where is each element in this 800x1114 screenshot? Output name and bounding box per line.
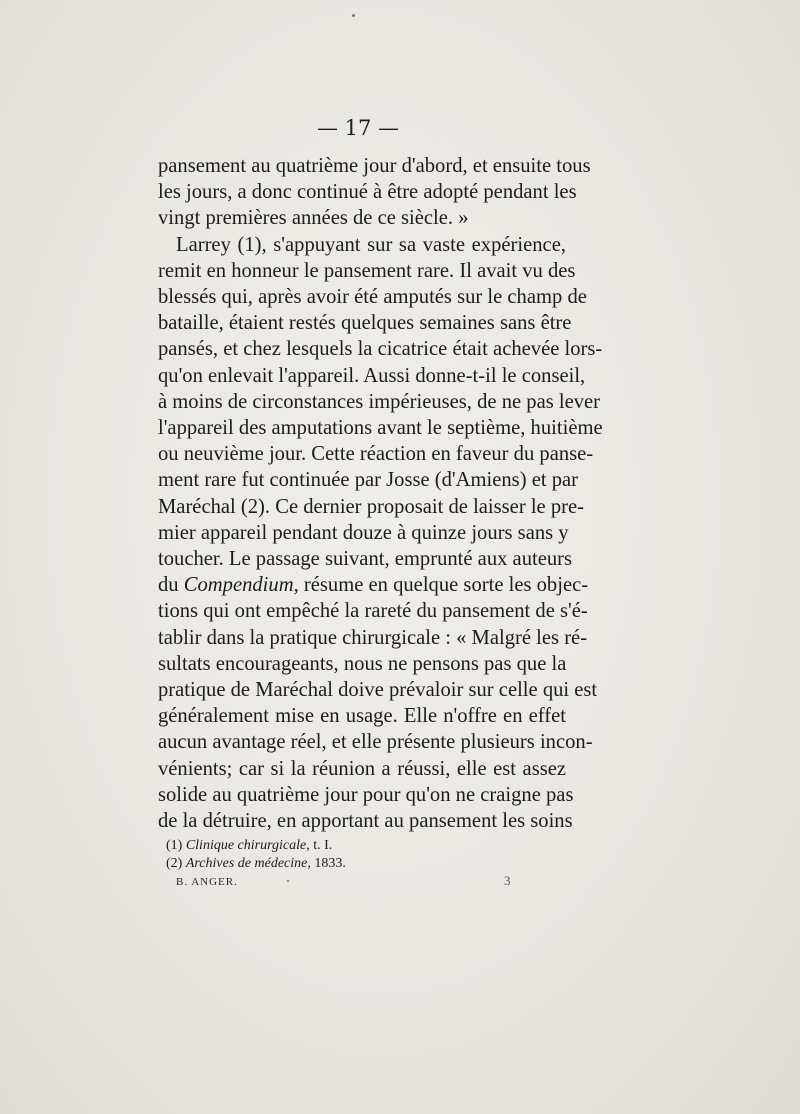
text-line: toucher. Le passage suivant, emprunté aux auteurs	[158, 548, 573, 571]
text-line: qu'on enlevait l'appareil. Aussi donne-t-il le conseil,	[158, 364, 586, 387]
text-line: ment rare fut continuée par Josse (d'Amiens) et par	[158, 469, 579, 492]
text-line: sultats encourageants, nous ne pensons pas que la	[158, 652, 567, 675]
footnote-title: Clinique chirurgicale,	[185, 838, 310, 853]
text-line-segment: résume en quelque sorte les objec-	[298, 574, 589, 597]
page-number: — 17 —	[316, 116, 400, 140]
footnote-marker: (2)	[166, 856, 183, 871]
text-line: les jours, a donc continué à être adopté pendant les	[158, 181, 577, 204]
text-line: pansement au quatrième jour d'abord, et ensuite tous	[158, 155, 591, 177]
text-line: bataille, étaient restés quelques semaines sans être	[158, 312, 572, 335]
text-line: vénients; car si la réunion a réussi, elle est assez	[158, 757, 566, 780]
text-line: tablir dans la pratique chirurgicale : « Malgré les ré-	[158, 626, 588, 649]
italic-title: Compendium,	[183, 574, 299, 597]
text-line: mier appareil pendant douze à quinze jours sans y	[158, 521, 569, 544]
footnote-title: Archives de médecine,	[185, 856, 311, 871]
text-line: vingt premières années de ce siècle. »	[158, 207, 469, 230]
paper-speck	[287, 880, 289, 882]
text-line: pratique de Maréchal doive prévaloir sur celle qui est	[158, 679, 598, 702]
text-line: pansés, et chez lesquels la cicatrice était achevée lors-	[158, 338, 603, 361]
sheet-number: 3	[504, 873, 511, 888]
signature-mark: B. ANGER.	[176, 876, 238, 888]
text-line: tions qui ont empêché la rareté du pansement de s'é-	[158, 600, 588, 623]
footnote-detail: 1833.	[310, 856, 346, 871]
body-text	[158, 153, 603, 834]
text-line: blessés qui, après avoir été amputés sur le champ de	[158, 286, 587, 309]
footnote	[166, 837, 566, 855]
text-line	[158, 572, 589, 598]
text-line: Larrey (1), s'appuyant sur sa vaste expérience,	[176, 233, 566, 256]
text-line: ou neuvième jour. Cette réaction en faveur du panse-	[158, 443, 594, 466]
text-line: de la détruire, en apportant au pansement les soins	[158, 810, 573, 833]
footnote	[166, 855, 566, 873]
paper-speck	[352, 14, 355, 17]
text-line: solide au quatrième jour pour qu'on ne craigne pas	[158, 783, 574, 806]
text-line: à moins de circonstances impérieuses, de ne pas lever	[158, 390, 601, 413]
footnotes	[166, 837, 566, 873]
footnote-marker: (1)	[166, 838, 183, 853]
text-line-segment: du	[158, 574, 184, 597]
footnote-detail: t. I.	[309, 838, 333, 853]
text-line: généralement mise en usage. Elle n'offre en effet	[158, 705, 566, 728]
text-line: Maréchal (2). Ce dernier proposait de laisser le pre-	[158, 495, 584, 518]
text-line: l'appareil des amputations avant le septième, huitième	[158, 417, 603, 440]
text-line: aucun avantage réel, et elle présente plusieurs incon-	[158, 731, 593, 754]
text-line: remit en honneur le pansement rare. Il avait vu des	[158, 259, 576, 282]
